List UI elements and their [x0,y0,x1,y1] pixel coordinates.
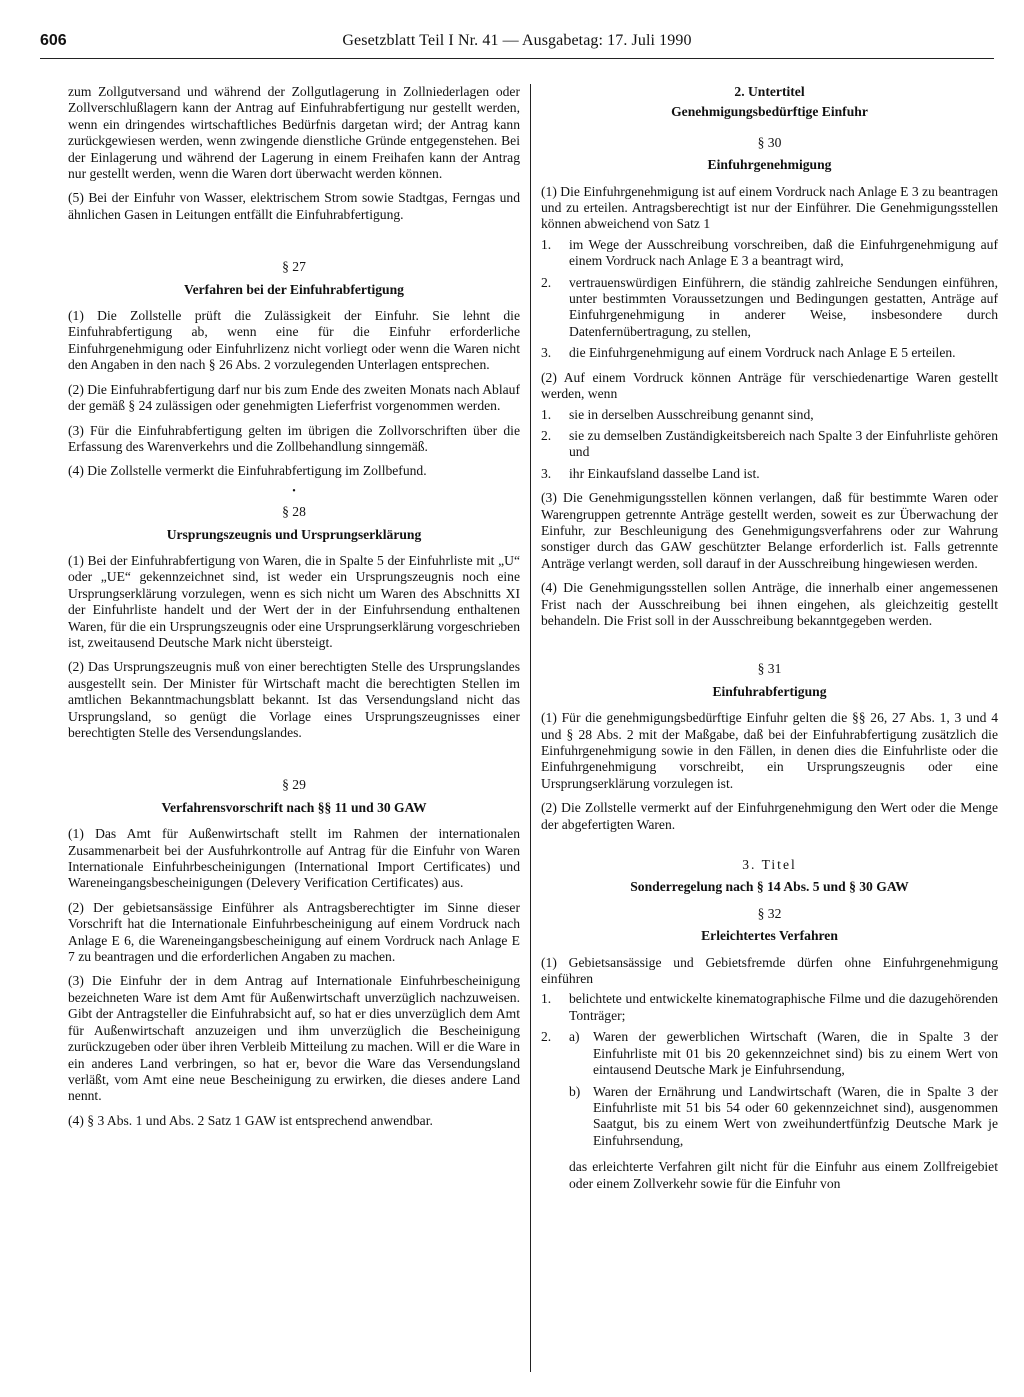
section-28-number: § 28 [282,504,306,520]
s29-paragraph-2: (2) Der gebietsansässige Einführer als Antragsberechtigter im Sinne dieser Vorschrift hat die Internationale Einfuhrbescheinigung auf einem Vordruck nach Anlage E 6, die Wareneingangsbescheinigung auf einem Vordruck nach Anlage E 7 zu beantragen und die erforderlichen Angaben zu machen. [68,899,520,965]
section-32-number: § 32 [757,905,782,921]
section-29-number: § 29 [282,777,306,793]
section-30-number: § 30 [757,134,782,150]
left-column [68,84,520,1387]
list-item [541,428,998,461]
section-31-number: § 31 [757,661,782,677]
untertitel-number: 2. Untertitel [734,84,805,99]
s32-tail-text: das erleichterte Verfahren gilt nicht für die Einfuhr aus einem Zollfreigebiet oder einem Zollverkehr sowie für die Einfuhr von [569,1159,998,1191]
section-28-title: Ursprungszeugnis und Ursprungserklärung [166,526,422,542]
s30-p1-list [541,237,998,362]
s31-paragraph-1: (1) Für die genehmigungsbedürftige Einfuhr gelten die §§ 26, 27 Abs. 1, 3 und 4 und § 28 Abs. 2 mit der Maßgabe, daß bei der Einfuhrabfertigung zusätzlich die Einfuhrgenehmigung sowie in den Fällen, in denen dies die Einfuhrliste oder die Einfuhrgenehmigung vorschreibt, ein Ursprungszeugnis oder eine Ursprungserklärung vorzulegen ist. [541,710,998,791]
item-number: 1. [541,406,552,422]
paragraph-5: (5) Bei der Einfuhr von Wasser, elektrischem Strom sowie Stadtgas, Ferngas und ähnlichen Gasen in Leitungen entfällt die Einfuhrabfertigung. [68,190,520,222]
sub-item-text: Waren der gewerblichen Wirtschaft (Waren, die in Spalte 3 der Einfuhrliste mit 01 bis 20 gekennzeichnet sind) bis zu einem Wert von eintausend Deutsche Mark je Einfuhrsendung, [593,1029,998,1078]
sub-item-text: Waren der Ernährung und Landwirtschaft (Waren, die in Spalte 3 der Einfuhrliste mit 51 bis 54 oder 60 gekennzeichnet sind), ausgenommen Saatgut, bis zu einem Wert von zweihundertfünfzig Deutsche Mark je Einfuhrsendung, [593,1083,998,1148]
item-number: 3. [541,345,552,361]
sub-item-label: a) [569,1029,580,1045]
s30-p2-list [541,407,998,483]
item-number: 1. [541,991,552,1007]
section-27-title: Verfahren bei der Einfuhrabfertigung [184,281,404,297]
s30-paragraph-2: (2) Auf einem Vordruck können Anträge für verschiedenartige Waren gestellt werden, wenn [541,369,998,402]
stray-dot: • [292,485,296,497]
sub-item [569,1029,998,1078]
list-item [541,466,998,482]
item-text: belichtete und entwickelte kinematographische Filme und die dazugehörenden Tonträger; [569,991,998,1023]
s28-paragraph-1: (1) Bei der Einfuhrabfertigung von Waren, die in Spalte 5 der Einfuhrliste mit „U“ oder „UE“ gekennzeichnet sind, ist weder ein Ursprungszeugnis noch eine Ursprungserklärung vorzulegen, wenn es sich nicht um Waren des Abschnitts XI der Einfuhrliste handelt und der Wert der in der Einfuhrsendung enthaltenen Waren, für die ein Ursprungszeugnis oder eine Ursprungserklärung vorgeschrieben ist, zweitausend Deutsche Mark nicht übersteigt. [68,552,520,650]
s30-paragraph-1: (1) Die Einfuhrgenehmigung ist auf einem Vordruck nach Anlage E 3 zu beantragen und zu erteilen. Antragsberechtigt ist nur der Einführer. Die Genehmigungsstellen können abweichend von Satz 1 [541,183,998,232]
s27-paragraph-2: (2) Die Einfuhrabfertigung darf nur bis zum Ende des zweiten Monats nach Ablauf der gemäß § 24 zulässigen oder genehmigten Lieferfrist vorgenommen werden. [68,381,520,414]
item-text: ihr Einkaufsland dasselbe Land ist. [569,465,760,481]
item-text: im Wege der Ausschreibung vorschreiben, daß die Einfuhrgenehmigung auf einem Vordruck nach Anlage E 3 a beantragt wird, [569,236,998,269]
list-item [541,237,998,270]
untertitel-title: Genehmigungsbedürftige Einfuhr [671,104,868,120]
titel-number: 3. Titel [742,857,797,873]
page-header [40,30,994,59]
running-head: Gesetzblatt Teil I Nr. 41 — Ausgabetag: 17. Juli 1990 [342,32,692,49]
sub-item-label: b) [569,1083,581,1099]
item-text: sie zu demselben Zuständigkeitsbereich nach Spalte 3 der Einfuhrliste gehören und [569,427,998,460]
item-text: die Einfuhrgenehmigung auf einem Vordruck nach Anlage E 5 erteilen. [569,345,956,361]
s29-paragraph-1: (1) Das Amt für Außenwirtschaft stellt im Rahmen der internationalen Zusammenarbeit bei der Ausfuhrkontrolle auf Antrag für die Einfuhr von Waren Internationale Einfuhrbescheinigungen (International Import Certificates) und Wareneingangsbescheinigungen (Delevery Verification Certificates) aus. [68,826,520,891]
column-divider [530,84,531,1372]
s30-paragraph-3: (3) Die Genehmigungsstellen können verlangen, daß für bestimmte Waren oder Warengruppen getrennte Anträge gestellt werden, soweit es zur Überwachung der Einfuhr, zur Beschleunigung des Genehmigungsverfahrens oder zur Wahrung sonstiger durch das GAW geschützter Belange erforderlich ist. Falls getrennte Anträge verlangt werden, soll darauf in der Ausschreibung hingewiesen werden. [541,490,998,571]
section-29-title: Verfahrensvorschrift nach §§ 11 und 30 GAW [161,799,427,815]
s27-paragraph-1: (1) Die Zollstelle prüft die Zulässigkeit der Einfuhr. Sie lehnt die Einfuhrabfertigung ab, wenn eine für die Einfuhr erforderliche Einfuhrgenehmigung oder Einfuhrlizenz nicht vorliegt oder wenn die Waren nicht den Angaben in den nach § 26 Abs. 2 vorzulegenden Unterlagen entsprechen. [68,308,520,373]
item-text: sie in derselben Ausschreibung genannt sind, [569,406,814,422]
sub-list [569,1029,998,1154]
page-number: 606 [40,32,67,49]
section-31-title: Einfuhrabfertigung [712,683,827,699]
s30-paragraph-4: (4) Die Genehmigungsstellen sollen Anträge, die innerhalb einer angemessenen Frist nach der Ausschreibung bei ihnen eingehen, als gleichzeitig gestellt behandeln. Die Frist soll in der Ausschreibung bekanntgegeben werden. [541,580,998,628]
s27-paragraph-3: (3) Für die Einfuhrabfertigung gelten im übrigen die Zollvorschriften über die Erfassung des Warenverkehrs und die Zollbehandlung sinngemäß. [68,422,520,454]
section-30-title: Einfuhrgenehmigung [707,157,832,173]
list-item [541,1029,998,1154]
s29-paragraph-3: (3) Die Einfuhr der in dem Antrag auf Internationale Einfuhrbescheinigung bezeichneten Ware ist dem Amt für Außenwirtschaft unverzüglich nachzuweisen. Gibt der Antragsteller die Einfuhrabsicht auf, so hat er dies unverzüglich dem Amt für Außenwirtschaft anzuzeigen und ihm unverzüglich die Bescheinigung zurückzugeben oder über ihren Verbleib Mitteilung zu machen. Will er die Ware in ein anderes Land verbringen, so hat er, bevor die Ware das Versendungsland verläßt, vom Amt eine neue Bescheinigung zu erwirken, die dieses andere Land nennt. [68,973,520,1104]
section-27-number: § 27 [282,259,306,275]
s31-paragraph-2: (2) Die Zollstelle vermerkt auf der Einfuhrgenehmigung den Wert oder die Menge der abgefertigten Waren. [541,800,998,832]
item-number: 2. [541,274,552,290]
item-text: vertrauenswürdigen Einführern, die ständig zahlreiche Sendungen einführen, unter bestimmten Voraussetzungen und Bedingungen gestatten, Anträge auf Einfuhrgenehmigung in anderer Weise, insbesondere durch Datenfernübertragung, zu stellen, [569,274,998,339]
s28-paragraph-2: (2) Das Ursprungszeugnis muß von einer berechtigten Stelle des Ursprungslandes ausgestellt sein. Der Minister für Wirtschaft macht die berechtigten Stellen im amtlichen Bekanntmachungsblatt bekannt. Ist das Versendungsland nicht das Ursprungsland, so genügt die Vorlage eines Ursprungszeugnisses einer berechtigten Stelle des Versendungslandes. [68,659,520,740]
item-number: 1. [541,236,552,252]
list-item [541,991,998,1024]
right-column [541,84,998,1387]
item-number: 3. [541,465,552,481]
item-number: 2. [541,427,552,443]
sub-item [569,1084,998,1150]
list-item [541,407,998,423]
section-32-title: Erleichtertes Verfahren [701,928,838,944]
s32-paragraph-1: (1) Gebietsansässige und Gebietsfremde dürfen ohne Einfuhrgenehmigung einführen [541,954,998,987]
list-item [541,275,998,341]
item-number: 2. [541,1029,552,1045]
s29-paragraph-4: (4) § 3 Abs. 1 und Abs. 2 Satz 1 GAW ist entsprechend anwendbar. [68,1112,433,1128]
s27-paragraph-4: (4) Die Zollstelle vermerkt die Einfuhrabfertigung im Zollbefund. [68,463,427,479]
list-item [541,345,998,361]
paragraph-continuation: zum Zollgutversand und während der Zollgutlagerung in Zollniederlagen oder Zollverschlußlagern kann der Antrag auf Einfuhrabfertigung nur gestellt werden, wenn ein dringendes wirtschaftliches Bedürfnis dargetan wird; der Antrag kann zurückgewiesen werden, wenn zwingende dienstliche Gründe entgegenstehen. Bei der Einlagerung und während der Lagerung in einem Freihafen kann der Antrag nur gestellt werden, wenn die Waren dort überwacht werden können. [68,84,520,182]
titel-title: Sonderregelung nach § 14 Abs. 5 und § 30 GAW [630,879,909,895]
